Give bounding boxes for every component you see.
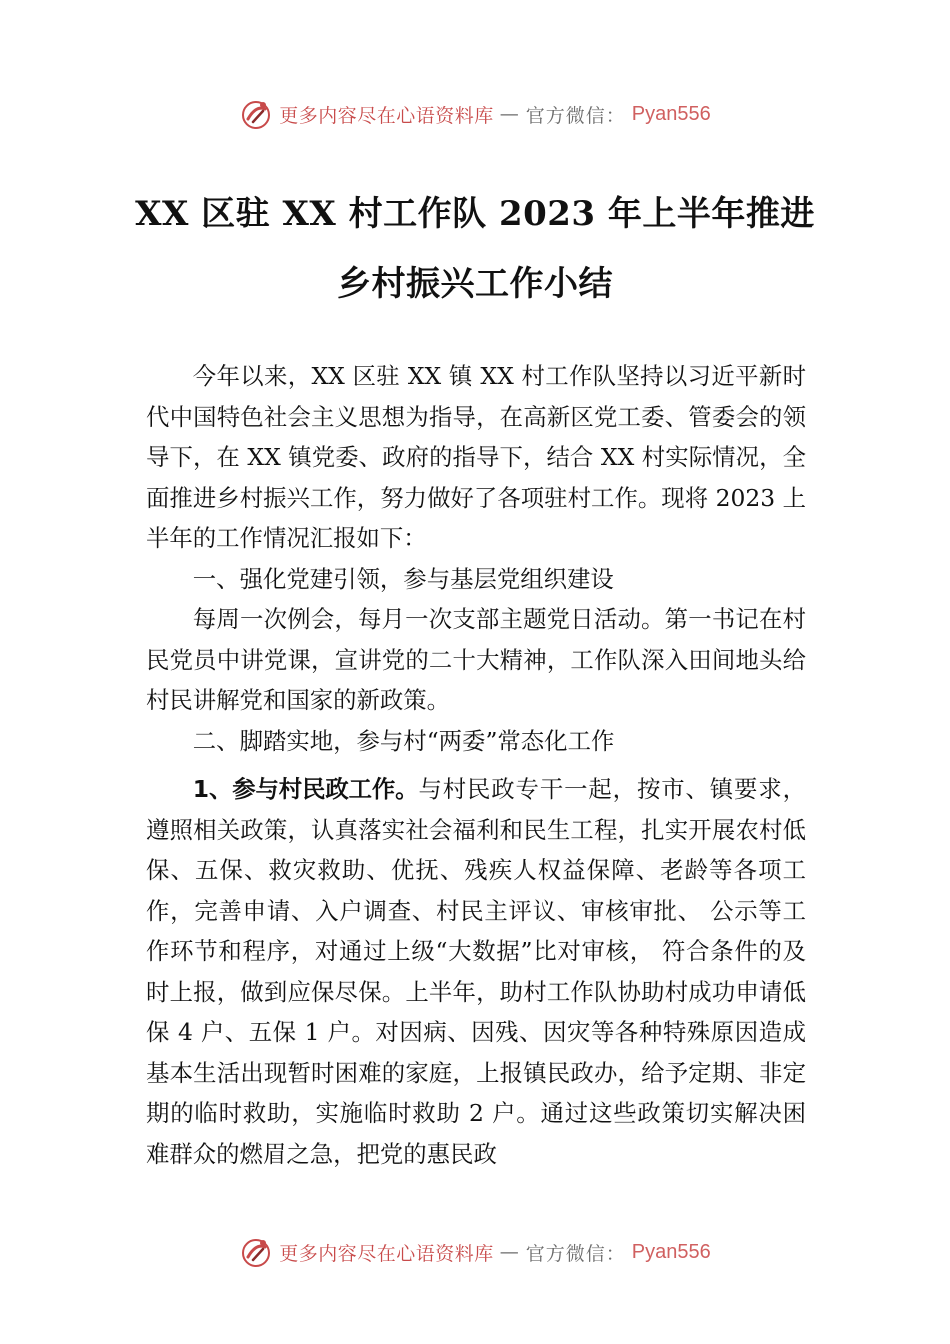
heading-section-1: 一、强化党建引领，参与基层党组织建设 <box>192 564 614 593</box>
watermark-site-text: 更多内容尽在心语资料库 <box>279 1242 494 1265</box>
watermark-wechat-label: 官方微信： <box>525 1242 626 1265</box>
logo-icon <box>239 97 273 131</box>
watermark-header <box>0 94 950 134</box>
watermark-site-text: 更多内容尽在心语资料库 <box>279 104 494 127</box>
watermark-dash: — <box>499 1241 520 1263</box>
document-body <box>146 356 806 1174</box>
watermark-wechat-id: Pyan556 <box>631 1240 711 1263</box>
watermark-wechat-label: 官方微信： <box>525 104 626 127</box>
watermark-dash: — <box>499 103 520 125</box>
watermark-wechat-id: Pyan556 <box>631 102 711 125</box>
document-title-line1: XX 区驻 XX 村工作队 2023 年上半年推进 <box>135 194 815 234</box>
paragraph-intro: 今年以来，XX 区驻 XX 镇 XX 村工作队坚持以习近平新时代中国特色社会主义思想为指导，在高新区党工委、管委会的领导下，在 XX 镇党委、政府的指导下，结合 XX 村实际情况，全面推进乡村振兴工作，努力做好了各项驻村工作。现将 2023 上半年的工作情况汇报如下： <box>146 362 806 552</box>
logo-icon <box>239 1235 273 1269</box>
document-title-line2: 乡村振兴工作小结 <box>337 264 613 304</box>
subheading-civil-affairs: 1、参与村民政工作。 <box>192 775 419 803</box>
paragraph-party-building: 每周一次例会，每月一次支部主题党日活动。第一书记在村民党员中讲党课，宣讲党的二十大精神，工作队深入田间地头给村民讲解党和国家的新政策。 <box>146 605 806 714</box>
watermark-footer <box>0 1232 950 1272</box>
heading-section-2: 二、脚踏实地，参与村“两委”常态化工作 <box>192 726 615 755</box>
paragraph-civil-affairs <box>146 769 806 1174</box>
civil-affairs-text: 与村民政专干一起，按市、镇要求，遵照相关政策，认真落实社会福利和民生工程，扎实开展农村低保、五保、救灾救助、优抚、残疾人权益保障、老龄等各项工作，完善申请、入户调查、村民主评议、审核审批、 公示等工作环节和程序，对通过上级“大数据”比对审核， 符合条件的及时上报，做到应保尽保。上半年，助村工作队协助村成功申请低保 4 户、五保 1 户。对因病、因残、因灾等各种特殊原因造成基本生活出现暂时困难的家庭，上报镇民政办，给予定期、非定期的临时救助，实施临时救助 2 户。通过这些政策切实解决困难群众的燃眉之急，把党的惠民政 <box>146 775 806 1168</box>
